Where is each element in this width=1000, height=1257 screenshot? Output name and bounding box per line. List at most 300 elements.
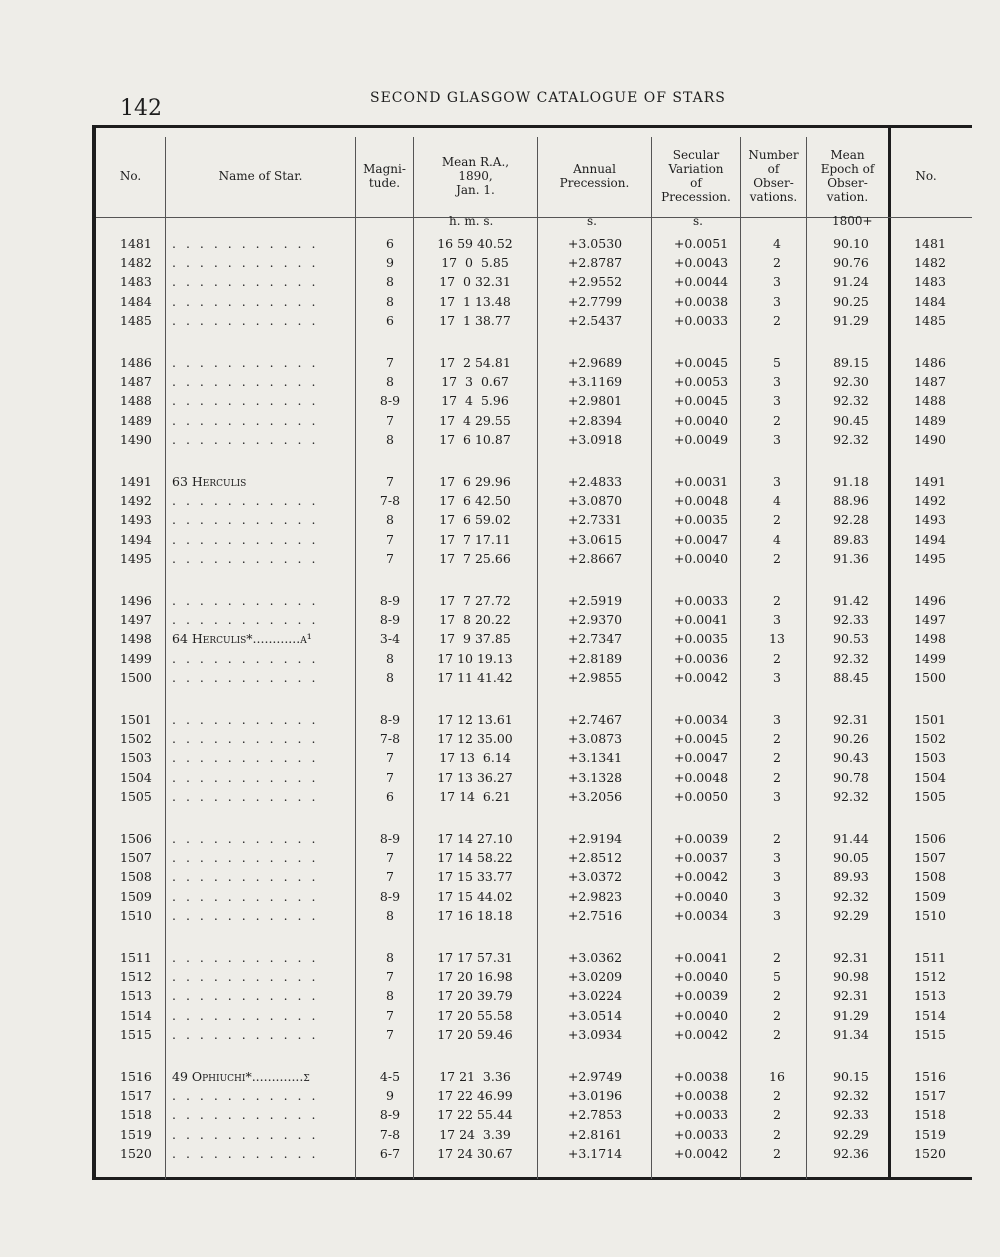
observations: 2 <box>773 950 781 965</box>
mean-ra: 17 6 42.50 <box>439 493 511 509</box>
secular-variation: +0.0045 <box>673 393 729 409</box>
row-number-right: 1481 <box>914 236 946 251</box>
mean-epoch: 90.78 <box>833 769 869 785</box>
mean-epoch: 92.33 <box>833 1107 869 1123</box>
magnitude: 9 <box>386 1088 394 1104</box>
mean-ra: 17 4 29.55 <box>439 412 511 428</box>
annual-precession: +2.9370 <box>567 612 623 628</box>
annual-precession: +2.9552 <box>567 274 623 290</box>
annual-precession: +3.0615 <box>567 531 623 547</box>
observations: 3 <box>773 431 781 447</box>
mean-epoch: 92.31 <box>833 950 869 965</box>
secular-variation: +0.0036 <box>673 650 729 666</box>
mean-ra: 17 3 0.67 <box>441 374 509 390</box>
mean-ra: 17 6 59.02 <box>439 512 511 528</box>
mean-epoch: 92.33 <box>833 612 869 628</box>
secular-variation: +0.0038 <box>673 1069 729 1084</box>
row-number: 1483 <box>120 274 152 290</box>
mean-epoch: 90.76 <box>833 255 869 271</box>
secular-variation: +0.0053 <box>673 374 729 390</box>
secular-variation: +0.0045 <box>673 355 729 370</box>
mean-epoch: 92.30 <box>833 374 869 390</box>
secular-variation: +0.0035 <box>673 512 729 528</box>
secular-variation: +0.0038 <box>673 293 729 309</box>
table-row <box>0 512 1000 532</box>
table-row <box>0 988 1000 1008</box>
mean-epoch: 91.44 <box>833 831 869 846</box>
table-row <box>0 869 1000 889</box>
dot-leader: . . . . . . . . . . . <box>172 355 319 370</box>
row-number: 1506 <box>120 831 152 846</box>
mean-epoch: 92.36 <box>833 1145 869 1161</box>
row-number: 1513 <box>120 988 152 1004</box>
mean-epoch: 90.98 <box>833 969 869 985</box>
table-row <box>0 712 1000 732</box>
table-row <box>0 493 1000 513</box>
table-row <box>0 950 1000 970</box>
mean-ra: 17 15 33.77 <box>437 869 513 885</box>
star-name <box>172 532 350 547</box>
mean-ra: 17 0 5.85 <box>441 255 509 271</box>
mean-epoch: 90.10 <box>833 236 869 251</box>
mean-ra: 17 20 39.79 <box>437 988 513 1004</box>
magnitude: 7 <box>386 550 394 566</box>
star-name <box>172 432 350 447</box>
table-row <box>0 393 1000 413</box>
row-number-right: 1517 <box>914 1088 946 1104</box>
observations: 3 <box>773 869 781 885</box>
star-name <box>172 255 350 270</box>
star-name <box>172 712 350 727</box>
star-name <box>172 512 350 527</box>
annual-precession: +2.9855 <box>567 669 623 685</box>
dot-leader: . . . . . . . . . . . <box>172 312 319 328</box>
row-number-right: 1507 <box>914 850 946 866</box>
mean-ra: 17 22 55.44 <box>437 1107 513 1123</box>
magnitude: 8 <box>386 988 394 1004</box>
star-name <box>172 670 350 685</box>
annual-precession: +3.0224 <box>567 988 623 1004</box>
row-number-right: 1503 <box>914 750 946 766</box>
mean-epoch: 90.43 <box>833 750 869 766</box>
star-name <box>172 869 350 884</box>
mean-epoch: 92.32 <box>833 788 869 804</box>
mean-epoch: 91.24 <box>833 274 869 290</box>
magnitude: 8 <box>386 512 394 528</box>
star-name <box>172 493 350 508</box>
magnitude: 8-9 <box>379 393 401 409</box>
annual-precession: +3.0918 <box>567 431 623 447</box>
row-number: 1504 <box>120 769 152 785</box>
row-number: 1489 <box>120 412 152 428</box>
row-number: 1517 <box>120 1088 152 1104</box>
observations: 2 <box>773 255 781 271</box>
magnitude: 8 <box>386 650 394 666</box>
mean-ra: 17 15 44.02 <box>437 888 513 904</box>
magnitude: 3-4 <box>379 631 401 647</box>
annual-precession: +3.1328 <box>567 769 623 785</box>
row-number: 1508 <box>120 869 152 885</box>
mean-ra: 17 24 3.39 <box>439 1126 511 1142</box>
table-row <box>0 413 1000 433</box>
observations: 4 <box>773 236 781 251</box>
table-row <box>0 1027 1000 1047</box>
annual-precession: +2.8667 <box>567 550 623 566</box>
mean-ra: 17 14 27.10 <box>437 831 513 846</box>
mean-ra: 17 16 18.18 <box>437 907 513 923</box>
mean-ra: 17 6 10.87 <box>439 431 511 447</box>
dot-leader: . . . . . . . . . . . <box>172 769 319 785</box>
mean-epoch: 91.18 <box>833 474 869 489</box>
row-number: 1482 <box>120 255 152 271</box>
secular-variation: +0.0039 <box>673 988 729 1004</box>
secular-variation: +0.0049 <box>673 431 729 447</box>
row-number-right: 1484 <box>914 293 946 309</box>
dot-leader: . . . . . . . . . . . <box>172 950 319 965</box>
row-number: 1519 <box>120 1126 152 1142</box>
observations: 2 <box>773 831 781 846</box>
dot-leader: . . . . . . . . . . . <box>172 712 319 727</box>
observations: 2 <box>773 769 781 785</box>
header-mean-epoch: Mean Epoch of Obser- vation. <box>820 148 875 204</box>
row-number: 1503 <box>120 750 152 766</box>
mean-ra: 17 2 54.81 <box>439 355 511 370</box>
annual-precession: +3.0362 <box>567 950 623 965</box>
secular-variation: +0.0033 <box>673 593 729 608</box>
magnitude: 9 <box>386 255 394 271</box>
mean-ra: 17 20 55.58 <box>437 1007 513 1023</box>
observations: 3 <box>773 293 781 309</box>
mean-ra: 17 9 37.85 <box>439 631 511 647</box>
dot-leader: . . . . . . . . . . . <box>172 988 319 1004</box>
magnitude: 8 <box>386 274 394 290</box>
annual-precession: +3.0209 <box>567 969 623 985</box>
annual-precession: +2.8787 <box>567 255 623 271</box>
annual-precession: +3.1714 <box>567 1145 623 1161</box>
table-row <box>0 294 1000 314</box>
magnitude: 7 <box>386 355 394 370</box>
mean-ra: 17 12 13.61 <box>437 712 513 727</box>
star-name <box>172 551 350 566</box>
dot-leader: . . . . . . . . . . . <box>172 274 319 290</box>
observations: 2 <box>773 731 781 747</box>
row-number: 1516 <box>120 1069 152 1084</box>
row-number-right: 1498 <box>914 631 946 647</box>
header-name: Name of Star. <box>218 169 303 183</box>
magnitude: 7 <box>386 769 394 785</box>
observations: 2 <box>773 312 781 328</box>
row-number: 1510 <box>120 907 152 923</box>
secular-variation: +0.0033 <box>673 1107 729 1123</box>
star-name <box>172 593 350 608</box>
dot-leader: . . . . . . . . . . . <box>172 431 319 447</box>
magnitude: 8 <box>386 907 394 923</box>
row-number-right: 1500 <box>914 669 946 685</box>
row-number-right: 1514 <box>914 1007 946 1023</box>
header-no: No. <box>119 169 142 183</box>
table-row <box>0 255 1000 275</box>
dot-leader: . . . . . . . . . . . <box>172 550 319 566</box>
secular-variation: +0.0042 <box>673 1145 729 1161</box>
row-number: 1496 <box>120 593 152 608</box>
star-name <box>172 355 350 370</box>
mean-epoch: 92.32 <box>833 650 869 666</box>
dot-leader: . . . . . . . . . . . <box>172 650 319 666</box>
observations: 2 <box>773 1145 781 1161</box>
mean-epoch: 91.29 <box>833 1007 869 1023</box>
mean-epoch: 92.32 <box>833 888 869 904</box>
table-row <box>0 1008 1000 1028</box>
magnitude: 7 <box>386 1026 394 1042</box>
magnitude: 6-7 <box>379 1145 401 1161</box>
star-name <box>172 1027 350 1042</box>
mean-epoch: 90.26 <box>833 731 869 747</box>
mean-ra: 17 1 13.48 <box>439 293 511 309</box>
table-row <box>0 551 1000 571</box>
magnitude: 8 <box>386 950 394 965</box>
magnitude: 8-9 <box>379 612 401 628</box>
dot-leader: . . . . . . . . . . . <box>172 1088 319 1104</box>
star-name <box>172 988 350 1003</box>
star-name <box>172 413 350 428</box>
mean-epoch: 89.15 <box>833 355 869 370</box>
secular-variation: +0.0044 <box>673 274 729 290</box>
magnitude: 8-9 <box>379 1107 401 1123</box>
table-row <box>0 1107 1000 1127</box>
mean-epoch: 92.29 <box>833 1126 869 1142</box>
magnitude: 6 <box>386 236 394 251</box>
annual-precession: +2.7467 <box>567 712 623 727</box>
mean-ra: 17 14 6.21 <box>439 788 511 804</box>
magnitude: 7-8 <box>379 1126 401 1142</box>
table-row <box>0 889 1000 909</box>
annual-precession: +3.0873 <box>567 731 623 747</box>
star-name <box>172 969 350 984</box>
dot-leader: . . . . . . . . . . . <box>172 1126 319 1142</box>
row-number-right: 1495 <box>914 550 946 566</box>
observations: 2 <box>773 412 781 428</box>
row-number: 1493 <box>120 512 152 528</box>
observations: 2 <box>773 750 781 766</box>
table-row <box>0 474 1000 494</box>
annual-precession: +3.0372 <box>567 869 623 885</box>
observations: 3 <box>773 374 781 390</box>
row-number: 1485 <box>120 312 152 328</box>
table-row <box>0 1069 1000 1089</box>
annual-precession: +2.8394 <box>567 412 623 428</box>
row-number: 1492 <box>120 493 152 509</box>
observations: 3 <box>773 393 781 409</box>
mean-epoch: 91.36 <box>833 550 869 566</box>
annual-precession: +2.9749 <box>567 1069 623 1084</box>
row-number-right: 1494 <box>914 531 946 547</box>
header-secular-variation: Secular Variation of Precession. <box>661 148 731 204</box>
star-name: 49 Ophiuchi*.............σ <box>172 1069 310 1084</box>
annual-precession: +2.9194 <box>567 831 623 846</box>
dot-leader: . . . . . . . . . . . <box>172 1026 319 1042</box>
magnitude: 8 <box>386 374 394 390</box>
observations: 13 <box>769 631 785 647</box>
table-row <box>0 750 1000 770</box>
observations: 2 <box>773 593 781 608</box>
star-name <box>172 1088 350 1103</box>
annual-precession: +3.0196 <box>567 1088 623 1104</box>
row-number: 1494 <box>120 531 152 547</box>
annual-precession: +2.9823 <box>567 888 623 904</box>
observations: 2 <box>773 512 781 528</box>
magnitude: 7 <box>386 969 394 985</box>
mean-epoch: 92.31 <box>833 988 869 1004</box>
mean-ra: 17 24 30.67 <box>437 1145 513 1161</box>
mean-ra: 17 8 20.22 <box>439 612 511 628</box>
mean-epoch: 90.25 <box>833 293 869 309</box>
mean-ra: 16 59 40.52 <box>437 236 513 251</box>
dot-leader: . . . . . . . . . . . <box>172 788 319 804</box>
row-number-right: 1497 <box>914 612 946 628</box>
secular-variation: +0.0042 <box>673 869 729 885</box>
table-row <box>0 236 1000 256</box>
header-magnitude: Magni- tude. <box>363 162 406 190</box>
dot-leader: . . . . . . . . . . . <box>172 850 319 866</box>
dot-leader: . . . . . . . . . . . <box>172 1107 319 1123</box>
magnitude: 4-5 <box>379 1069 401 1084</box>
annual-precession: +2.9801 <box>567 393 623 409</box>
row-number-right: 1487 <box>914 374 946 390</box>
mean-epoch: 90.05 <box>833 850 869 866</box>
dot-leader: . . . . . . . . . . . <box>172 1007 319 1023</box>
row-number: 1486 <box>120 355 152 370</box>
magnitude: 6 <box>386 788 394 804</box>
annual-precession: +3.2056 <box>567 788 623 804</box>
observations: 2 <box>773 1126 781 1142</box>
annual-precession: +3.0934 <box>567 1026 623 1042</box>
mean-epoch: 90.53 <box>833 631 869 647</box>
dot-leader: . . . . . . . . . . . <box>172 731 319 747</box>
observations: 2 <box>773 1107 781 1123</box>
annual-precession: +3.1341 <box>567 750 623 766</box>
observations: 3 <box>773 612 781 628</box>
annual-precession: +3.0870 <box>567 493 623 509</box>
table-row <box>0 532 1000 552</box>
secular-variation: +0.0039 <box>673 831 729 846</box>
magnitude: 8 <box>386 293 394 309</box>
magnitude: 7 <box>386 850 394 866</box>
mean-ra: 17 17 57.31 <box>437 950 513 965</box>
row-number: 1515 <box>120 1026 152 1042</box>
row-number: 1487 <box>120 374 152 390</box>
row-number-right: 1483 <box>914 274 946 290</box>
table-row <box>0 374 1000 394</box>
mean-epoch: 91.34 <box>833 1026 869 1042</box>
table-row <box>0 651 1000 671</box>
row-number-right: 1506 <box>914 831 946 846</box>
row-number: 1481 <box>120 236 152 251</box>
mean-ra: 17 13 36.27 <box>437 769 513 785</box>
row-number-right: 1489 <box>914 412 946 428</box>
dot-leader: . . . . . . . . . . . <box>172 969 319 985</box>
dot-leader: . . . . . . . . . . . <box>172 831 319 846</box>
magnitude: 8-9 <box>379 888 401 904</box>
table-row <box>0 850 1000 870</box>
dot-leader: . . . . . . . . . . . <box>172 750 319 766</box>
star-name <box>172 374 350 389</box>
mean-epoch: 89.83 <box>833 531 869 547</box>
dot-leader: . . . . . . . . . . . <box>172 493 319 509</box>
mean-ra: 17 7 25.66 <box>439 550 511 566</box>
header-annual-precession: Annual Precession. <box>559 162 630 190</box>
secular-variation: +0.0045 <box>673 731 729 747</box>
observations: 3 <box>773 669 781 685</box>
row-number: 1495 <box>120 550 152 566</box>
star-name <box>172 294 350 309</box>
mean-ra: 17 14 58.22 <box>437 850 513 866</box>
secular-variation: +0.0047 <box>673 531 729 547</box>
magnitude: 8 <box>386 431 394 447</box>
star-name <box>172 789 350 804</box>
annual-precession: +2.7516 <box>567 907 623 923</box>
row-number: 1497 <box>120 612 152 628</box>
secular-variation: +0.0048 <box>673 493 729 509</box>
mean-ra: 17 1 38.77 <box>439 312 511 328</box>
magnitude: 7 <box>386 869 394 885</box>
row-number-right: 1520 <box>914 1145 946 1161</box>
mean-epoch: 88.45 <box>833 669 869 685</box>
running-head: SECOND GLASGOW CATALOGUE OF STARS <box>370 90 726 106</box>
row-number: 1488 <box>120 393 152 409</box>
secular-variation: +0.0040 <box>673 412 729 428</box>
annual-precession: +2.7347 <box>567 631 623 647</box>
mean-ra: 17 13 6.14 <box>439 750 511 766</box>
observations: 2 <box>773 1026 781 1042</box>
table-row <box>0 432 1000 452</box>
annual-precession: +2.9689 <box>567 355 623 370</box>
row-number-right: 1491 <box>914 474 946 489</box>
annual-precession: +2.8189 <box>567 650 623 666</box>
dot-leader: . . . . . . . . . . . <box>172 531 319 547</box>
mean-epoch: 92.28 <box>833 512 869 528</box>
mean-epoch: 91.42 <box>833 593 869 608</box>
dot-leader: . . . . . . . . . . . <box>172 869 319 885</box>
mean-ra: 17 12 35.00 <box>437 731 513 747</box>
row-number: 1520 <box>120 1145 152 1161</box>
observations: 3 <box>773 788 781 804</box>
row-number: 1499 <box>120 650 152 666</box>
annual-precession: +2.5437 <box>567 312 623 328</box>
mean-epoch: 88.96 <box>833 493 869 509</box>
mean-ra: 17 7 17.11 <box>439 531 511 547</box>
secular-variation: +0.0031 <box>673 474 729 489</box>
row-number: 1509 <box>120 888 152 904</box>
star-name: 64 Herculis*............α¹ <box>172 631 312 647</box>
row-number-right: 1512 <box>914 969 946 985</box>
observations: 3 <box>773 850 781 866</box>
table-row <box>0 1146 1000 1166</box>
row-number-right: 1490 <box>914 431 946 447</box>
observations: 2 <box>773 988 781 1004</box>
star-name <box>172 1146 350 1161</box>
star-name <box>172 831 350 846</box>
row-number-right: 1501 <box>914 712 946 727</box>
secular-variation: +0.0037 <box>673 850 729 866</box>
header-mean-ra: Mean R.A., 1890, Jan. 1. <box>441 155 510 197</box>
mean-epoch: 89.93 <box>833 869 869 885</box>
secular-variation: +0.0034 <box>673 712 729 727</box>
units-secular: s. <box>693 214 703 228</box>
observations: 2 <box>773 1007 781 1023</box>
row-number-right: 1502 <box>914 731 946 747</box>
table-row <box>0 969 1000 989</box>
dot-leader: . . . . . . . . . . . <box>172 1145 319 1161</box>
